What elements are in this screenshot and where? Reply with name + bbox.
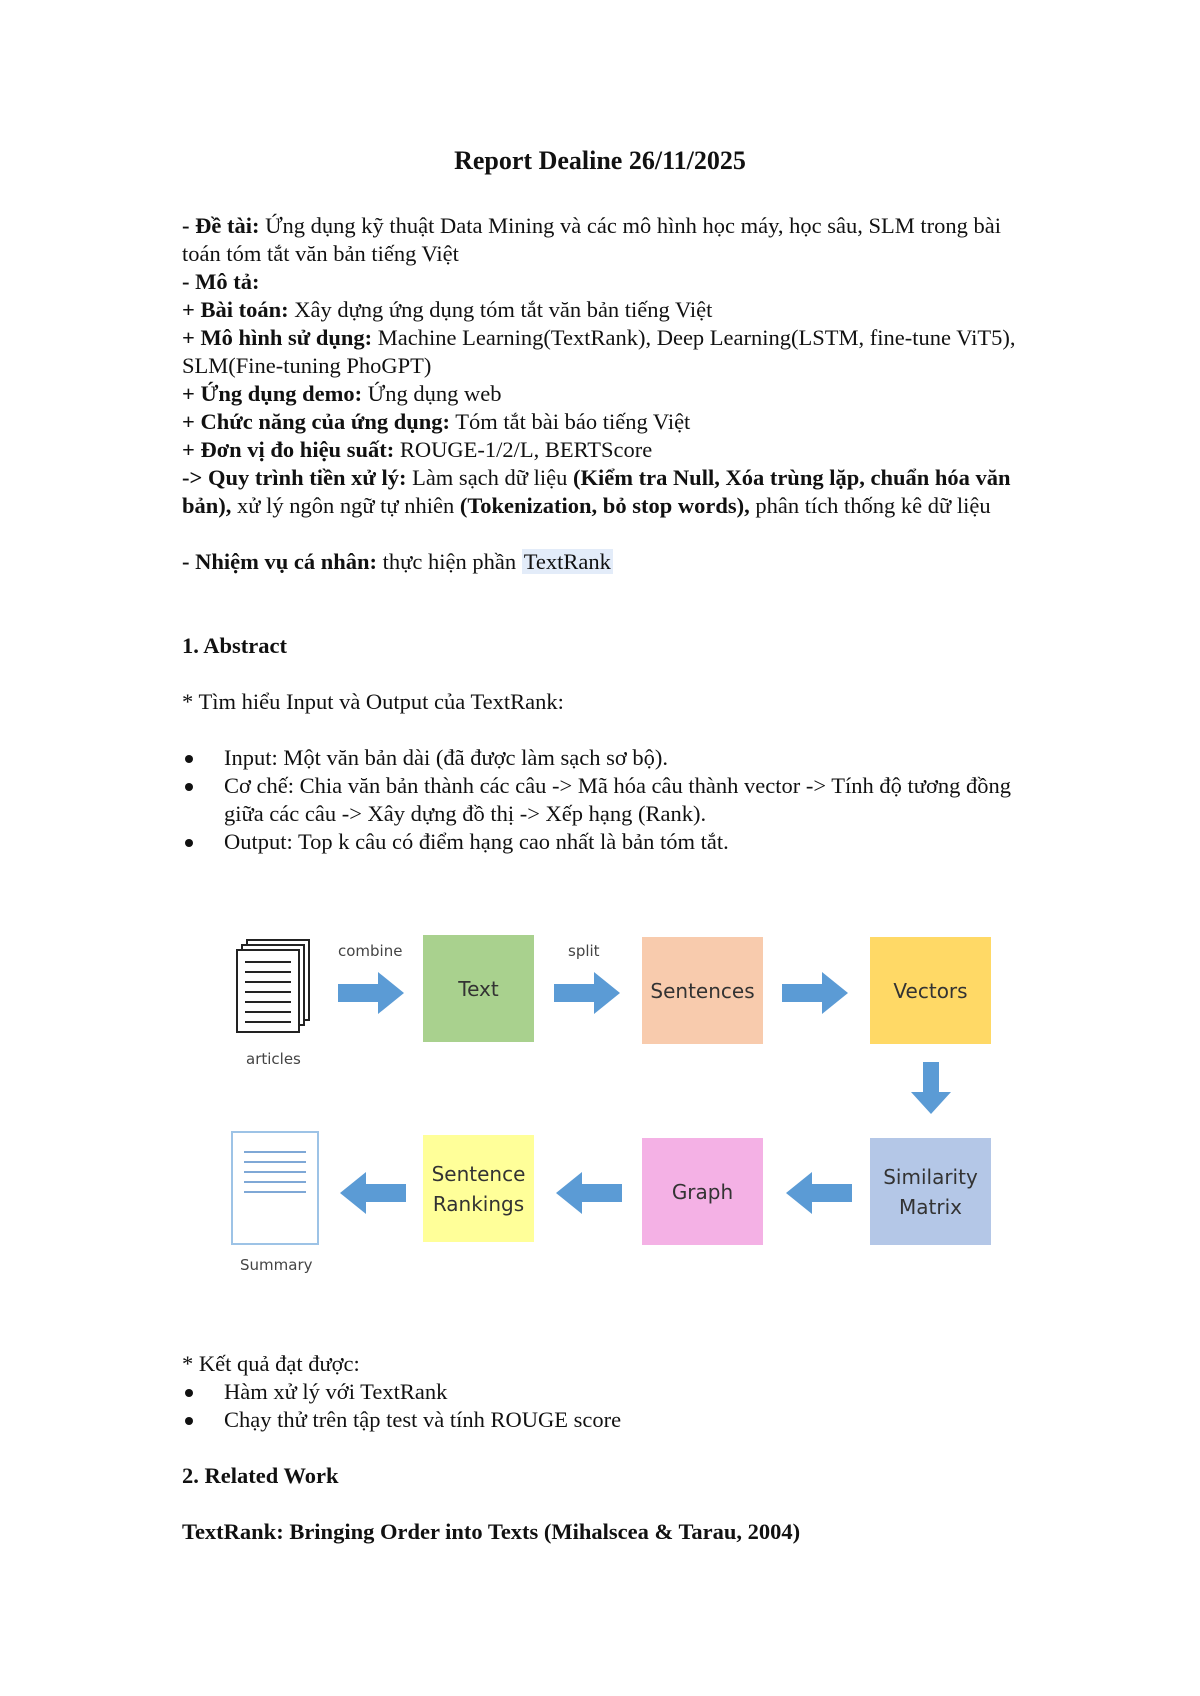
summary-label: Summary: [240, 1256, 313, 1274]
task-highlight: TextRank: [523, 549, 611, 574]
func-paragraph: [182, 408, 1042, 436]
articles-icon: [235, 938, 315, 1048]
arrow-left-icon: [784, 1170, 852, 1216]
sentences-box: Sentences: [642, 937, 763, 1044]
topic-paragraph: [182, 212, 1042, 268]
vectors-box: Vectors: [870, 937, 991, 1044]
sentence-rankings-box: [423, 1135, 534, 1242]
list-item: Chạy thử trên tập test và tính ROUGE score: [182, 1406, 1042, 1434]
desc-label: - Mô tả:: [182, 269, 260, 294]
demo-label: + Ứng dụng demo:: [182, 381, 363, 406]
list-item: Hàm xử lý với TextRank: [182, 1378, 1042, 1406]
pre-text2: xử lý ngôn ngữ tự nhiên: [231, 493, 460, 518]
similarity-line1: Similarity: [883, 1164, 978, 1189]
arrow-right-icon: [554, 970, 622, 1016]
abstract-heading: 1. Abstract: [182, 633, 287, 658]
page-title: Report Dealine 26/11/2025: [454, 146, 746, 175]
problem-paragraph: [182, 296, 1042, 324]
related-work-heading: 2. Related Work: [182, 1463, 339, 1488]
arrow-right-icon: [782, 970, 850, 1016]
textrank-pipeline-diagram: [220, 930, 1020, 1290]
list-item: Cơ chế: Chia văn bản thành các câu -> Mã hóa câu thành vector -> Tính độ tương đồng giữa các câu -> Xây dựng đồ thị -> Xếp hạng (Rank).: [182, 772, 1042, 828]
io-bullet-list: [182, 744, 1042, 856]
io-intro: * Tìm hiểu Input và Output của TextRank:: [182, 689, 564, 714]
demo-paragraph: [182, 380, 1042, 408]
arrow-left-icon: [554, 1170, 622, 1216]
rankings-line2: Rankings: [432, 1191, 525, 1216]
rankings-line1: Sentence: [431, 1161, 526, 1186]
pre-bold2: (Tokenization, bỏ stop words),: [459, 493, 750, 518]
problem-label: + Bài toán:: [182, 297, 289, 322]
func-text: Tóm tắt bài báo tiếng Việt: [450, 409, 691, 434]
func-label: + Chức năng của ứng dụng:: [182, 409, 451, 434]
pre-text1: Làm sạch dữ liệu: [406, 465, 573, 490]
results-intro: * Kết quả đạt được:: [182, 1351, 360, 1376]
pre-bold1: (Kiểm tra Null, Xóa trùng lặp, chuẩn hóa văn bản),: [182, 465, 1011, 518]
task-paragraph: [182, 548, 1042, 576]
text-box: Text: [423, 935, 534, 1042]
metric-label: + Đơn vị đo hiệu suất:: [182, 437, 395, 462]
metric-paragraph: [182, 436, 1042, 464]
graph-box: Graph: [642, 1138, 763, 1245]
models-label: + Mô hình sử dụng:: [182, 325, 373, 350]
results-list: [182, 1378, 1042, 1434]
split-label: split: [568, 942, 600, 960]
desc-paragraph: [182, 268, 1042, 296]
arrow-left-icon: [338, 1170, 406, 1216]
task-text: thực hiện phần: [377, 549, 522, 574]
models-text: Machine Learning(TextRank), Deep Learning(LSTM, fine-tune ViT5), SLM(Fine-tuning PhoGPT): [182, 325, 1016, 378]
pre-text3: phân tích thống kê dữ liệu: [749, 493, 991, 518]
problem-text: Xây dựng ứng dụng tóm tắt văn bản tiếng Việt: [288, 297, 713, 322]
combine-label: combine: [338, 942, 403, 960]
task-label: - Nhiệm vụ cá nhân:: [182, 549, 378, 574]
preprocess-paragraph: [182, 464, 1042, 520]
document-body-continued: [182, 1350, 1042, 1546]
topic-text: Ứng dụng kỹ thuật Data Mining và các mô hình học máy, học sâu, SLM trong bài toán tóm tắt văn bản tiếng Việt: [182, 213, 1001, 266]
related-paper-title: TextRank: Bringing Order into Texts (Mihalscea & Tarau, 2004): [182, 1519, 801, 1544]
list-item: Input: Một văn bản dài (đã được làm sạch sơ bộ).: [182, 744, 1042, 772]
topic-label: - Đề tài:: [182, 213, 260, 238]
models-paragraph: [182, 324, 1042, 380]
arrow-down-icon: [910, 1062, 952, 1116]
pre-label: -> Quy trình tiền xử lý:: [182, 465, 407, 490]
summary-document-icon: [230, 1130, 320, 1248]
list-item: Output: Top k câu có điểm hạng cao nhất là bản tóm tắt.: [182, 828, 1042, 856]
articles-label: articles: [246, 1050, 301, 1068]
similarity-matrix-box: [870, 1138, 991, 1245]
arrow-right-icon: [338, 970, 406, 1016]
similarity-line2: Matrix: [899, 1194, 962, 1219]
document-body: [182, 212, 1042, 856]
metric-text: ROUGE-1/2/L, BERTScore: [394, 437, 653, 462]
demo-text: Ứng dụng web: [362, 381, 502, 406]
